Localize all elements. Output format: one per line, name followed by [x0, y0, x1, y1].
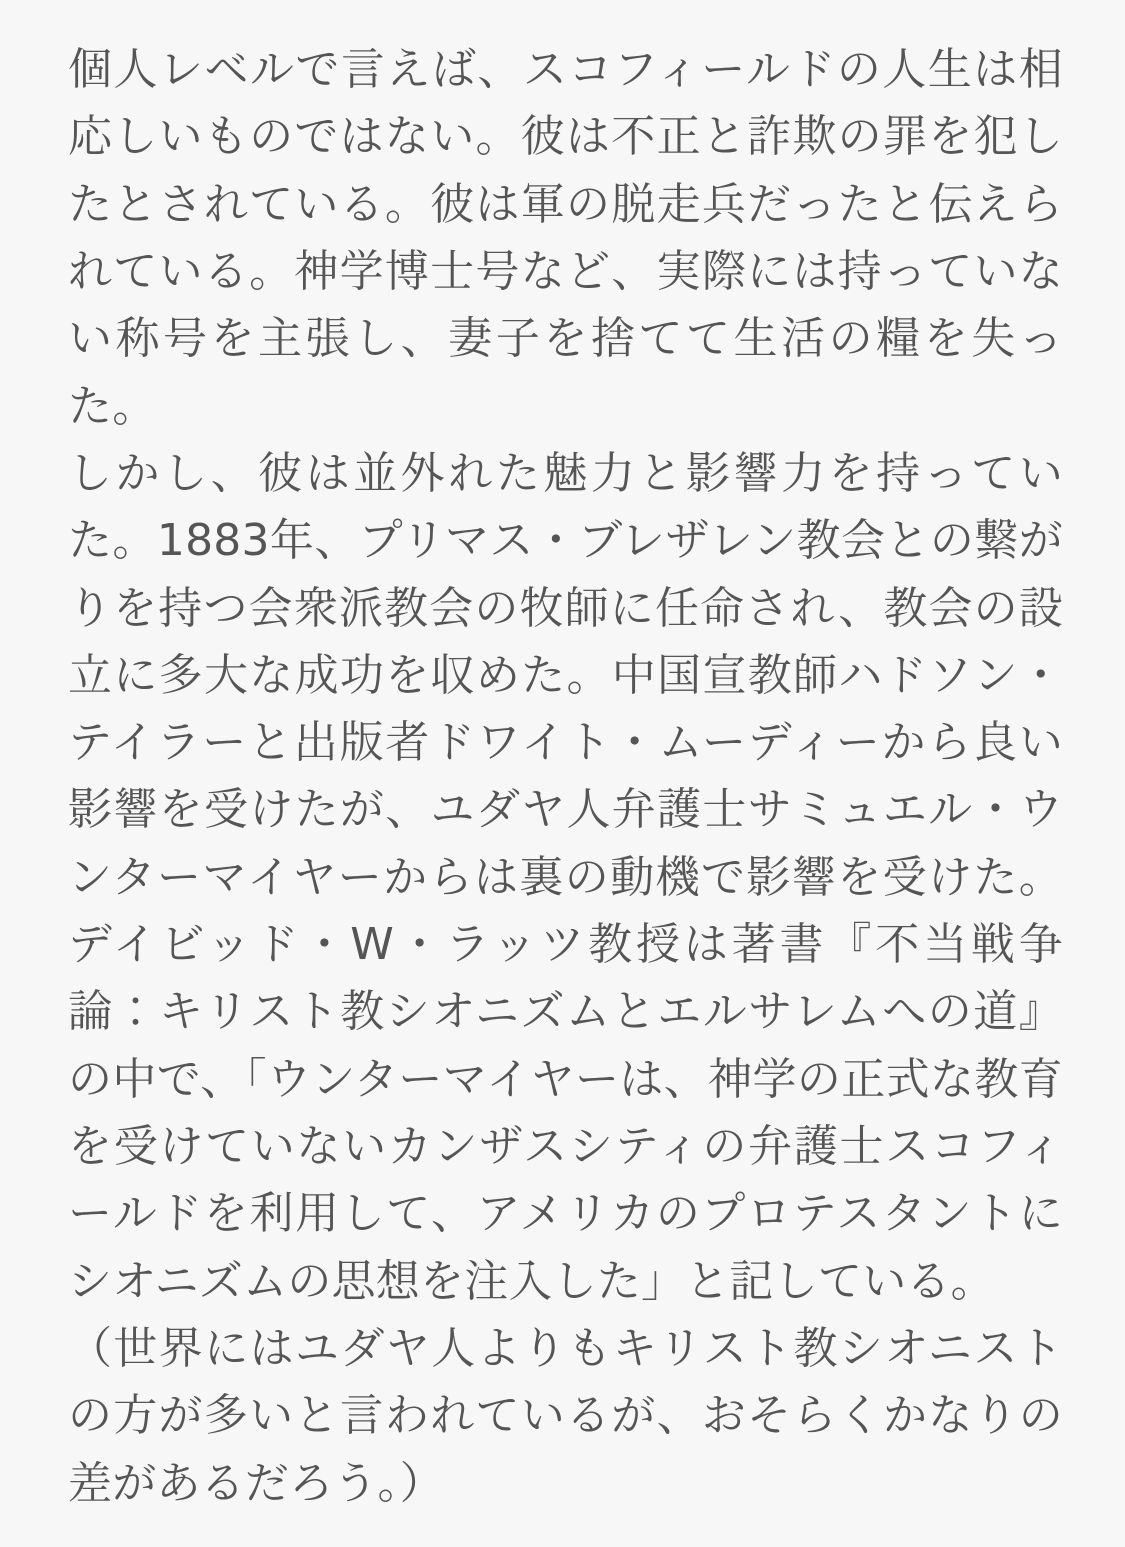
- paragraph-2: しかし、彼は並外れた魅力と影響力を持っていた。1883年、プリマス・ブレザレン教会との繋がりを持つ会衆派教会の牧師に任命され、教会の設立に多大な成功を収めた。中国宣教師ハドソン・テイラーと出版者ドワイト・ムーディーから良い影響を受けたが、ユダヤ人弁護士サミュエル・ウンターマイヤーからは裏の動機で影響を受けた。デイビッド・W・ラッツ教授は著書『不当戦争論：キリスト教シオニズムとエルサレムへの道』の中で、「ウンターマイヤーは、神学の正式な教育を受けていないカンザスシティの弁護士スコフィールドを利用して、アメリカのプロテスタントにシオニズムの思想を注入した」と記している。: [68, 447, 1063, 1307]
- paragraph-3: （世界にはユダヤ人よりもキリスト教シオニストの方が多いと言われているが、おそらくかなりの差があるだろう。）: [68, 1322, 1063, 1509]
- paragraph-1: 個人レベルで言えば、スコフィールドの人生は相応しいものではない。彼は不正と詐欺の罪を犯したとされている。彼は軍の脱走兵だったと伝えられている。神学博士号など、実際には持っていない称号を主張し、妻子を捨てて生活の糧を失った。: [68, 44, 1063, 432]
- article-body: [68, 36, 1063, 1517]
